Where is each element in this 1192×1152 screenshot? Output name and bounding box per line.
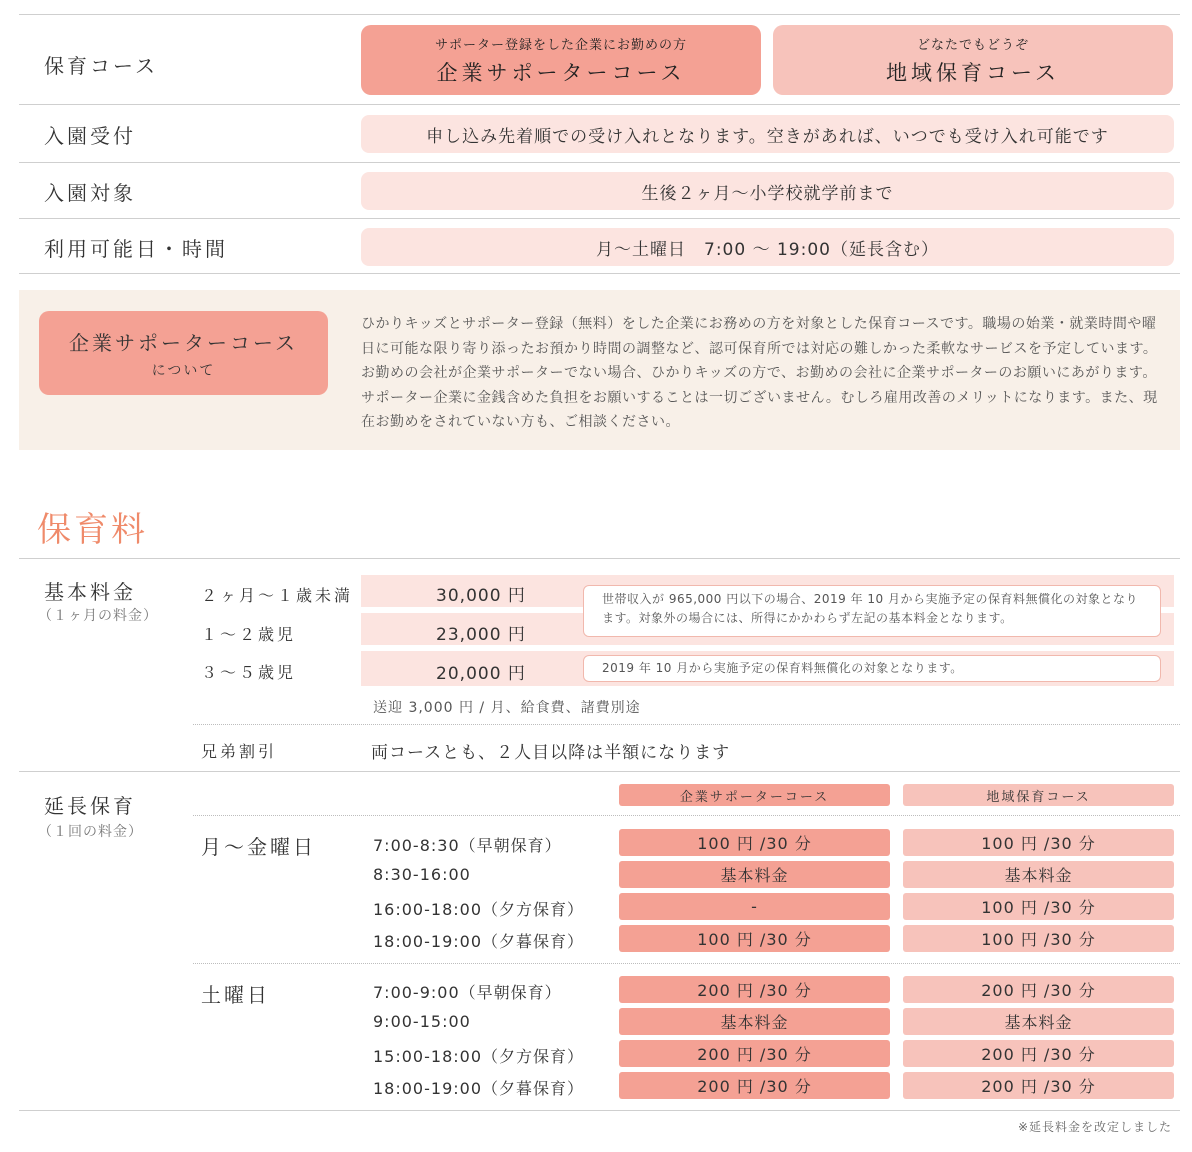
course-a-sub: サポーター登録をした企業にお勤めの方 (434, 37, 687, 53)
corporate-course-description: ひかりキッズとサポーター登録（無料）をした企業にお務めの方を対象とした保育コースです。職場の始業・就業時間や曜日に可能な限り寄り添ったお預かり時間の調整など、認可保育所では対応の難しかった柔軟なサービスを予定しています。お勤めの会社が企業サポーターでない場合、ひかりキッズの方で、お勤めの会社に企業サポーターのお願いにあがります。サポーター企業に金銭含めた負担をお願いすることは一切ございません。むしろ雇用改善のメリットになります。また、現在お勤めをされていない方も、ご相談ください。 (361, 316, 1158, 430)
extension-head-corporate: 企業サポーターコース (619, 784, 890, 806)
community-course-card (773, 25, 1173, 95)
dotted-divider (193, 724, 1180, 725)
free-childcare-note-2: 2019 年 10 月から実施予定の保育料無償化の対象となります。 (583, 655, 1161, 682)
time-slot: 15:00-18:00（夕方保育） (373, 1047, 584, 1066)
dotted-divider (193, 963, 1180, 964)
rate-cell-community: 100 円 /30 分 (903, 829, 1174, 856)
time-slot: 7:00-9:00（早朝保育） (373, 983, 562, 1002)
divider (19, 218, 1180, 219)
rate-cell-community: 基本料金 (903, 861, 1174, 888)
divider (19, 771, 1180, 772)
about-button-sub: について (151, 362, 216, 379)
age-row-label: ２ヶ月〜１歳未満 (201, 586, 354, 605)
age-row-label: ３〜５歳児 (201, 663, 297, 682)
reception-value: 申し込み先着順での受け入れとなります。空きがあれば、いつでも受け入れ可能です (361, 115, 1174, 153)
weekday-label: 月〜金曜日 (201, 835, 316, 859)
course-a-title: 企業サポーターコース (436, 60, 686, 85)
divider (19, 273, 1180, 274)
rate-cell-corporate: 200 円 /30 分 (619, 976, 890, 1003)
fee-row-price: 20,000 円 (436, 664, 526, 684)
rate-cell-corporate: 100 円 /30 分 (619, 829, 890, 856)
rate-cell-corporate: 200 円 /30 分 (619, 1072, 890, 1099)
rate-cell-corporate: 200 円 /30 分 (619, 1040, 890, 1067)
rate-cell-corporate: 基本料金 (619, 1008, 890, 1035)
rate-cell-corporate: - (619, 893, 890, 920)
hours-label: 利用可能日・時間 (44, 237, 228, 261)
divider (19, 162, 1180, 163)
time-slot: 9:00-15:00 (373, 1012, 471, 1031)
basic-fee-label: 基本料金 (44, 580, 136, 604)
rate-cell-community: 基本料金 (903, 1008, 1174, 1035)
fee-row-price: 23,000 円 (436, 625, 526, 645)
target-label: 入園対象 (44, 181, 136, 205)
rate-cell-community: 100 円 /30 分 (903, 893, 1174, 920)
rate-cell-community: 100 円 /30 分 (903, 925, 1174, 952)
sibling-discount-label: 兄弟割引 (201, 742, 278, 761)
corporate-supporter-course-card (361, 25, 761, 95)
rate-cell-corporate: 基本料金 (619, 861, 890, 888)
dotted-divider (193, 815, 1180, 816)
age-row-label: １〜２歳児 (201, 625, 297, 644)
reception-label: 入園受付 (44, 124, 136, 148)
divider (19, 558, 1180, 559)
footnote: ※延長料金を改定しました (1017, 1120, 1172, 1134)
target-value: 生後２ヶ月〜小学校就学前まで (361, 172, 1174, 210)
section-title-fees: 保育料 (37, 510, 148, 550)
rate-cell-community: 200 円 /30 分 (903, 1072, 1174, 1099)
time-slot: 8:30-16:00 (373, 865, 471, 884)
extension-label: 延長保育 (44, 794, 136, 818)
rate-cell-corporate: 100 円 /30 分 (619, 925, 890, 952)
time-slot: 18:00-19:00（夕暮保育） (373, 932, 584, 951)
rate-cell-community: 200 円 /30 分 (903, 1040, 1174, 1067)
extra-fee-text: 送迎 3,000 円 / 月、給食費、諸費別途 (373, 700, 641, 716)
hours-value: 月〜土曜日 7:00 〜 19:00（延長含む） (361, 228, 1174, 266)
basic-fee-unit: （１ヶ月の料金） (38, 608, 158, 624)
time-slot: 18:00-19:00（夕暮保育） (373, 1079, 584, 1098)
about-button-title: 企業サポーターコース (69, 330, 298, 355)
course-b-sub: どなたでもどうぞ (916, 37, 1029, 53)
course-label: 保育コース (44, 54, 158, 78)
time-slot: 16:00-18:00（夕方保育） (373, 900, 584, 919)
fee-row-price: 30,000 円 (436, 586, 526, 606)
rate-cell-community: 200 円 /30 分 (903, 976, 1174, 1003)
divider (19, 14, 1180, 15)
divider (19, 1110, 1180, 1111)
saturday-label: 土曜日 (201, 983, 270, 1007)
free-childcare-note: 世帯収入が 965,000 円以下の場合、2019 年 10 月から実施予定の保育料無償化の対象となります。対象外の場合には、所得にかかわらず左記の基本料金となります。 (583, 585, 1161, 637)
time-slot: 7:00-8:30（早朝保育） (373, 836, 562, 855)
extension-unit: （１回の料金） (38, 824, 143, 840)
course-b-title: 地域保育コース (886, 60, 1060, 85)
extension-head-community: 地域保育コース (903, 784, 1174, 806)
corporate-course-about-button[interactable] (39, 311, 328, 395)
sibling-discount-value: 両コースとも、２人目以降は半額になります (371, 743, 731, 763)
divider (19, 104, 1180, 105)
